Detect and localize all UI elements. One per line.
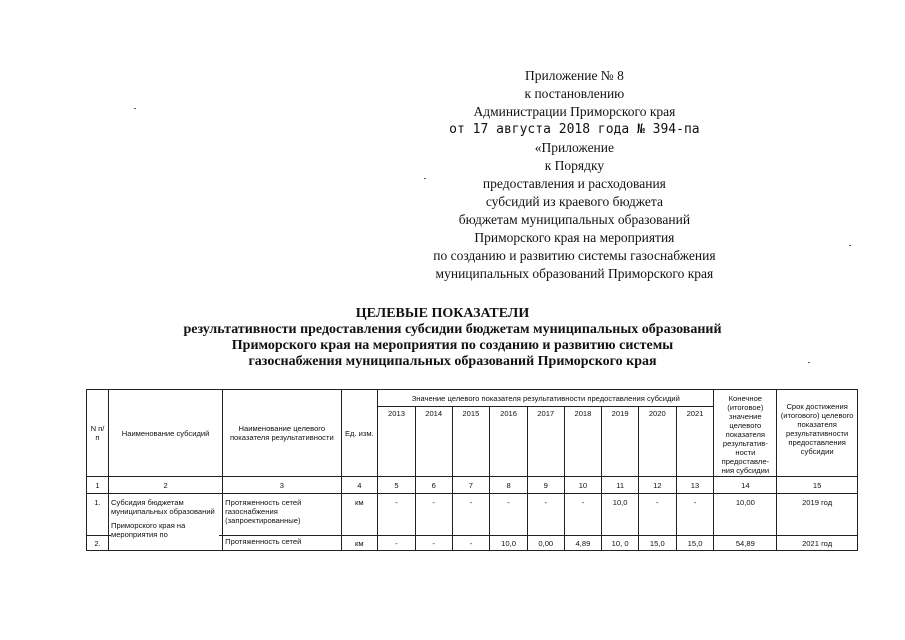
value-cell: - xyxy=(378,494,416,536)
header-year: 2014 xyxy=(415,407,452,477)
header-year: 2020 xyxy=(638,407,676,477)
appendix-line: «Приложение xyxy=(534,140,615,155)
header-deadline: Срок достижения (итогового) целевого показателя результативности предоставления субсидии xyxy=(777,390,858,477)
heading-title: ЦЕЛЕВЫЕ ПОКАЗАТЕЛИ xyxy=(355,306,530,321)
column-number: 14 xyxy=(714,477,777,494)
heading-line: газоснабжения муниципальных образований Приморского края xyxy=(248,354,657,369)
value-cell: - xyxy=(415,536,452,551)
header-year: 2021 xyxy=(676,407,714,477)
subsidy-name xyxy=(108,494,222,539)
header-final-value: Конечное (итоговое) значение целевого показателя результатив-ности предоставле-ния субсидии xyxy=(714,390,777,477)
appendix-line: муниципальных образований Приморского края xyxy=(435,266,714,281)
document-heading xyxy=(0,306,905,370)
header-subsidy: Наименование субсидий xyxy=(108,390,222,477)
unit: км xyxy=(341,494,378,536)
value-cell: - xyxy=(638,494,676,536)
value-cell: - xyxy=(452,536,490,551)
column-number: 11 xyxy=(602,477,639,494)
heading-line: Приморского края на мероприятия по созданию и развитию системы xyxy=(231,338,674,353)
header-year: 2013 xyxy=(378,407,416,477)
column-number: 5 xyxy=(378,477,416,494)
column-number: 7 xyxy=(452,477,490,494)
header-year: 2018 xyxy=(564,407,602,477)
appendix-line: по созданию и развитию системы газоснабжения xyxy=(433,248,716,263)
final-value: 54,89 xyxy=(714,536,777,551)
appendix-date-number: от 17 августа 2018 года № 394-па xyxy=(449,122,700,137)
value-cell: 15,0 xyxy=(638,536,676,551)
value-cell: 15,0 xyxy=(676,536,714,551)
header-unit: Ед. изм. xyxy=(341,390,378,477)
value-cell: - xyxy=(527,494,564,536)
indicators-table xyxy=(86,389,858,551)
appendix-line: Администрации Приморского края xyxy=(473,104,676,119)
appendix-line: к Порядку xyxy=(544,158,605,173)
column-number: 13 xyxy=(676,477,714,494)
column-number: 3 xyxy=(223,477,341,494)
row-number: 1. xyxy=(87,494,109,536)
final-value: 10,00 xyxy=(714,494,777,536)
header-year: 2016 xyxy=(490,407,528,477)
subsidy-name-continued: Приморского края на мероприятия по xyxy=(111,521,219,539)
header-year: 2015 xyxy=(452,407,490,477)
scan-speck xyxy=(134,108,136,109)
heading-line: результативности предоставления субсидии бюджетам муниципальных образований xyxy=(183,322,722,337)
indicator-name: Протяженность сетей xyxy=(223,536,341,551)
scan-speck xyxy=(424,178,426,179)
value-cell: - xyxy=(415,494,452,536)
header-no: N п/п xyxy=(87,390,109,477)
appendix-line: Приморского края на мероприятия xyxy=(474,230,675,245)
unit: км xyxy=(341,536,378,551)
header-indicator: Наименование целевого показателя результативности xyxy=(223,390,341,477)
appendix-line: субсидий из краевого бюджета xyxy=(485,194,663,209)
table-column-numbers-row xyxy=(87,477,858,494)
appendix-line: к постановлению xyxy=(524,86,625,101)
column-number: 9 xyxy=(527,477,564,494)
scan-speck xyxy=(808,362,810,363)
value-cell: - xyxy=(676,494,714,536)
deadline: 2019 год xyxy=(777,494,858,536)
column-number: 2 xyxy=(108,477,222,494)
value-cell: 10,0 xyxy=(602,494,639,536)
value-cell: 10, 0 xyxy=(602,536,639,551)
appendix-block xyxy=(294,67,854,283)
value-cell: 10,0 xyxy=(490,536,528,551)
deadline: 2021 год xyxy=(777,536,858,551)
value-cell: - xyxy=(378,536,416,551)
column-number: 1 xyxy=(87,477,109,494)
value-cell: - xyxy=(490,494,528,536)
table-header-row xyxy=(87,390,858,407)
appendix-title: Приложение № 8 xyxy=(524,68,624,83)
header-values-group: Значение целевого показателя результативности предоставления субсидий xyxy=(378,390,714,407)
value-cell: - xyxy=(452,494,490,536)
table-row xyxy=(87,494,858,536)
value-cell: 0,00 xyxy=(527,536,564,551)
value-cell: 4,89 xyxy=(564,536,602,551)
column-number: 10 xyxy=(564,477,602,494)
header-year: 2019 xyxy=(602,407,639,477)
indicator-name: Протяженность сетей газоснабжения (запроектированные) xyxy=(223,494,341,536)
row-number: 2. xyxy=(87,536,109,551)
column-number: 4 xyxy=(341,477,378,494)
appendix-line: предоставления и расходования xyxy=(482,176,666,191)
column-number: 12 xyxy=(638,477,676,494)
column-number: 8 xyxy=(490,477,528,494)
scan-speck xyxy=(849,245,851,246)
header-year: 2017 xyxy=(527,407,564,477)
appendix-line: бюджетам муниципальных образований xyxy=(458,212,691,227)
column-number: 15 xyxy=(777,477,858,494)
value-cell: - xyxy=(564,494,602,536)
subsidy-name-text: Субсидия бюджетам муниципальных образований xyxy=(110,498,215,516)
column-number: 6 xyxy=(415,477,452,494)
